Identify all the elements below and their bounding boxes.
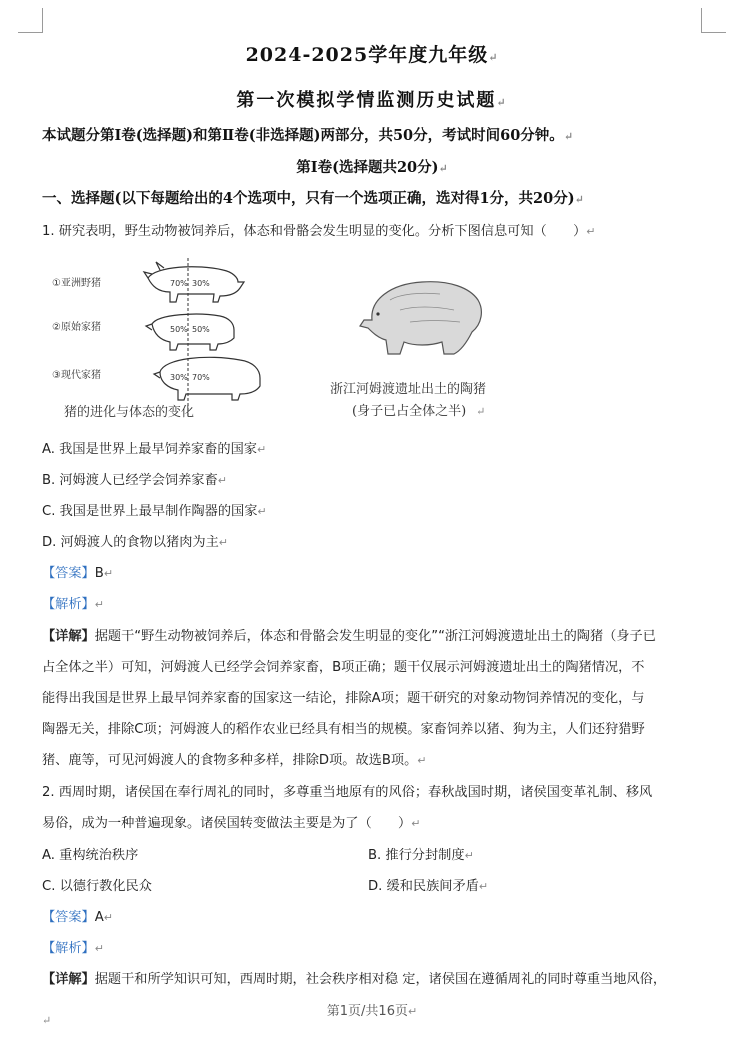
exam-intro: 本试题分第Ⅰ卷(选择题)和第Ⅱ卷(非选择题)两部分，共50分，考试时间60分钟。↵: [42, 127, 574, 144]
q1-answer: 【答案】B↵: [42, 566, 114, 581]
pct-2-right: 50%: [192, 325, 210, 334]
exam-title-year: 2024-2025学年度九年级↵: [245, 44, 499, 66]
q1-detail-line-3: 能得出我国是世界上最早饲养家畜的国家这一结论，排除A项；题干研究的对象动物饲养情况的变化，与: [42, 691, 645, 706]
page-footer: 第1页/共16页↵: [326, 1004, 418, 1019]
pct-1-right: 30%: [192, 279, 210, 288]
pottery-pig-drawing: [330, 270, 530, 362]
q1-detail-line-5: 猪、鹿等，可见河姆渡人的食物多种多样，排除D项。故选B项。↵: [42, 753, 427, 768]
paragraph-mark: ↵: [42, 1014, 52, 1027]
q1-detail-line-4: 陶器无关，排除C项；河姆渡人的稻作农业已经具有相当的规模。家畜饲养以猪、狗为主，人们还狩猎野: [42, 722, 645, 737]
q1-option-d: D. 河姆渡人的食物以猪肉为主↵: [42, 535, 229, 550]
pottery-pig-caption-1: 浙江河姆渡遗址出土的陶猪: [330, 382, 487, 397]
q2-option-d: D. 缓和民族间矛盾↵: [368, 879, 489, 894]
q2-option-a: A. 重构统治秩序: [42, 848, 139, 863]
row-label-1: ①亚洲野猪: [52, 278, 101, 289]
q2-stem-line-2: 易俗，成为一种普遍现象。诸侯国转变做法主要是为了（ ）↵: [42, 816, 421, 831]
q1-option-c: C. 我国是世界上最早制作陶器的国家↵: [42, 504, 267, 519]
q1-analysis-label: 【解析】↵: [42, 597, 104, 612]
crop-mark-top-left: [18, 8, 43, 33]
pct-1-left: 70%: [170, 279, 188, 288]
q2-answer: 【答案】A↵: [42, 910, 113, 925]
row-label-3: ③现代家猪: [52, 370, 101, 381]
volume-heading: 第Ⅰ卷(选择题共20分)↵: [296, 159, 448, 176]
pig-evolution-figure: [48, 248, 288, 428]
pct-2-left: 50%: [170, 325, 188, 334]
pottery-pig-caption-2: (身子已占全体之半) ↵: [352, 404, 486, 419]
q2-option-b: B. 推行分封制度↵: [368, 848, 474, 863]
pig-evolution-drawing: [48, 248, 288, 428]
q1-detail-line-1: 【详解】据题干“野生动物被饲养后，体态和骨骼会发生明显的变化”“浙江河姆渡遗址出土的陶猪（身子已: [42, 629, 656, 644]
pct-3-left: 30%: [170, 373, 188, 382]
pig-evolution-caption: 猪的进化与体态的变化: [64, 405, 195, 420]
section-heading: 一、选择题(以下每题给出的4个选项中，只有一个选项正确，选对得1分，共20分)↵: [42, 190, 584, 207]
row-label-2: ②原始家猪: [52, 322, 101, 333]
q2-stem-line-1: 2. 西周时期，诸侯国在奉行周礼的同时，多尊重当地原有的风俗；春秋战国时期，诸侯国变革礼制、移风: [42, 785, 653, 800]
q1-detail-line-2: 占全体之半）可知，河姆渡人已经学会饲养家畜，B项正确；题干仅展示河姆渡遗址出土的陶猪情况，不: [42, 660, 645, 675]
q2-detail-line-1: 【详解】据题干和所学知识可知，西周时期，社会秩序相对稳 定，诸侯国在遵循周礼的同时尊重当地风俗，: [42, 972, 667, 987]
exam-title-subject: 第一次模拟学情监测历史试题↵: [236, 90, 508, 111]
pct-3-right: 70%: [192, 373, 210, 382]
q1-stem: 1. 研究表明，野生动物被饲养后，体态和骨骼会发生明显的变化。分析下图信息可知（ ）↵: [42, 224, 596, 239]
crop-mark-top-right: [701, 8, 726, 33]
q2-analysis-label: 【解析】↵: [42, 941, 104, 956]
q1-option-a: A. 我国是世界上最早饲养家畜的国家↵: [42, 442, 267, 457]
q1-option-b: B. 河姆渡人已经学会饲养家畜↵: [42, 473, 227, 488]
pottery-pig-figure: [330, 270, 530, 430]
q2-option-c: C. 以德行教化民众: [42, 879, 152, 894]
